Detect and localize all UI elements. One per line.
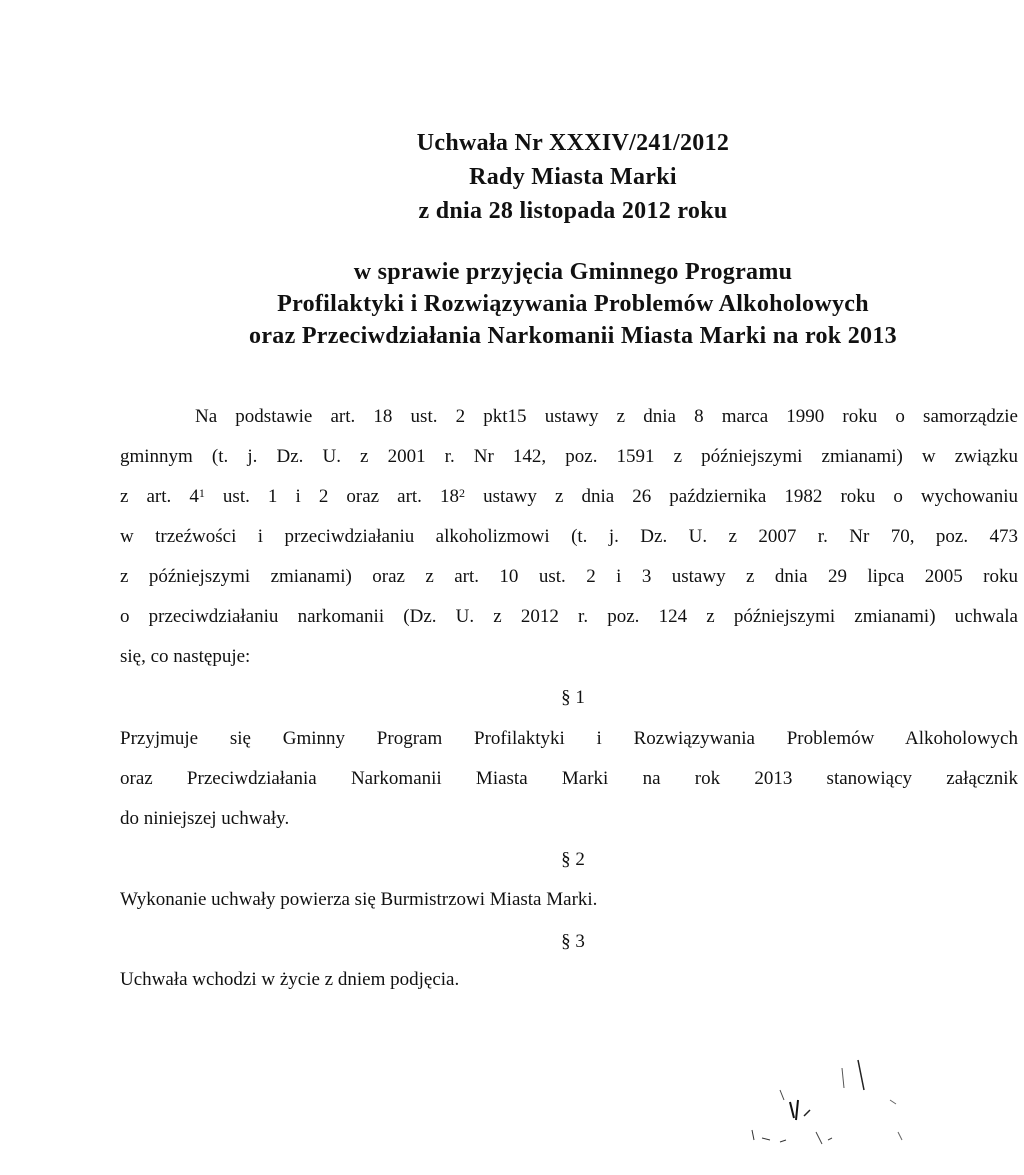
preamble-line-5: z późniejszymi zmianami) oraz z art. 10 ust. 2 i 3 ustawy z dnia 29 lipca 2005 roku	[120, 566, 1018, 587]
section-1-line-2: oraz Przeciwdziałania Narkomanii Miasta Marki na rok 2013 stanowiący załącznik	[120, 768, 1018, 789]
resolution-number: Uchwała Nr XXXIV/241/2012	[416, 130, 730, 156]
subject-line-2: Profilaktyki i Rozwiązywania Problemów Alkoholowych	[277, 291, 869, 317]
signature-marks	[740, 1040, 920, 1170]
resolution-date: z dnia 28 listopada 2012 roku	[418, 198, 728, 224]
subject-line-3: oraz Przeciwdziałania Narkomanii Miasta Marki na rok 2013	[249, 323, 897, 349]
section-2-line-1: Wykonanie uchwały powierza się Burmistrzowi Miasta Marki.	[120, 889, 598, 910]
section-3-line-1: Uchwała wchodzi w życie z dniem podjęcia.	[120, 969, 460, 990]
section-1-line-1: Przyjmuje się Gminny Program Profilaktyki i Rozwiązywania Problemów Alkoholowych	[120, 728, 1018, 749]
section-1-line-3: do niniejszej uchwały.	[120, 808, 290, 829]
superscript-1: 1	[198, 486, 205, 500]
preamble-line-2: gminnym (t. j. Dz. U. z 2001 r. Nr 142, poz. 1591 z późniejszymi zmianami) w związku	[120, 446, 1018, 467]
section-2-mark: § 2	[561, 849, 585, 870]
subject-line-1: w sprawie przyjęcia Gminnego Programu	[353, 259, 793, 285]
preamble-line-7: się, co następuje:	[120, 646, 251, 667]
council-name: Rady Miasta Marki	[469, 164, 677, 190]
preamble-line-3-part-b: ust. 1 i 2 oraz art. 18	[204, 486, 459, 507]
preamble-line-3-part-c: ustawy z dnia 26 października 1982 roku o wychowaniu	[465, 486, 1019, 507]
preamble-line-3-part-a: z art. 4	[120, 486, 199, 507]
preamble-line-4: w trzeźwości i przeciwdziałaniu alkoholizmowi (t. j. Dz. U. z 2007 r. Nr 70, poz. 473	[120, 526, 1018, 547]
preamble-line-3	[120, 483, 1018, 511]
preamble-line-6: o przeciwdziałaniu narkomanii (Dz. U. z 2012 r. poz. 124 z późniejszymi zmianami) uchwala	[120, 606, 1018, 627]
section-1-mark: § 1	[561, 687, 585, 708]
superscript-2: 2	[459, 486, 465, 500]
preamble-line-1: Na podstawie art. 18 ust. 2 pkt15 ustawy z dnia 8 marca 1990 roku o samorządzie	[195, 406, 1018, 427]
section-3-mark: § 3	[561, 931, 585, 952]
